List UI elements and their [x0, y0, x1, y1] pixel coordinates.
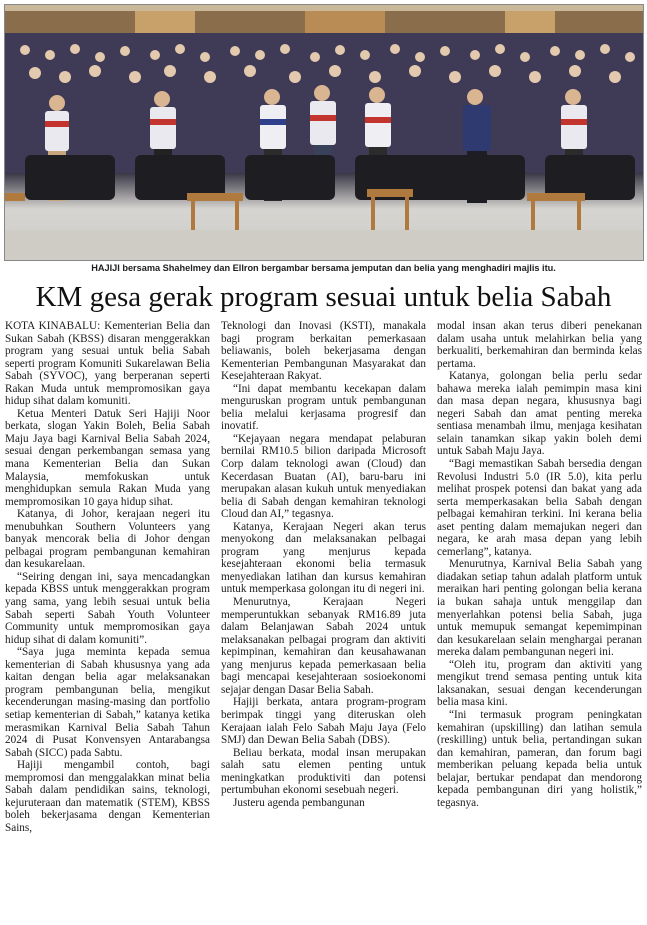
- article-paragraph: “Oleh itu, program dan aktiviti yang mengikut trend semasa penting untuk kita laksanakan, sesuai dengan kecenderungan belia masa kini.: [437, 658, 642, 709]
- article-paragraph: “Ini termasuk program peningkatan kemahiran (upskilling) dan latihan semula (reskilling) untuk belia, pertandingan sukan dan kemahiran, pameran, dan forum bagi memberikan peluang kepada belia untuk belajar, bertukar pendapat dan mendorong kepada pembangunan diri yang holistik,” tegasnya.: [437, 708, 642, 809]
- crowd-photo: [4, 4, 644, 261]
- article-paragraph: Hajiji berkata, antara program-program berimpak tinggi yang diteruskan oleh Kerajaan ialah Felo Sabah Maju Jaya (Felo SMJ) dan Dewan Belia Sabah (DBS).: [221, 696, 426, 747]
- article-paragraph: Katanya, di Johor, kerajaan negeri itu menubuhkan Southern Volunteers yang banyak mencorak belia di Johor dengan pelbagai program pembangunan kemahiran dan kesukarelaan.: [5, 508, 210, 571]
- article-paragraph: [5, 320, 210, 408]
- article-column-2: [221, 320, 426, 922]
- headline: KM gesa gerak program sesuai untuk belia Sabah: [35, 281, 612, 313]
- article-paragraph: “Ini dapat membantu kecekapan dalam menguruskan program untuk pembangunan belia melalui kerjasama progresif dan inovatif.: [221, 382, 426, 433]
- paragraph-text: Kementerian Belia dan Sukan Sabah (KBSS) disaran menggerakkan program yang sesuai untuk belia Sabah seperti program Komuniti Sukarelawan Belia Sabah (SYVOC), yang berperanan seperti Rakan Muda untuk mempromosikan gaya hidup sihat dalam komuniti.: [5, 320, 210, 408]
- crowd-photo-icon: [5, 5, 643, 260]
- article-body: [5, 320, 642, 922]
- article-paragraph: “Seiring dengan ini, saya mencadangkan kepada KBSS untuk menggerakkan program yang sama, yang lebih sesuai untuk belia Sabah seperti Sabah Youth Volunteer Community untuk mempromosikan gaya hidup sihat di dalam komuniti”.: [5, 570, 210, 646]
- article-column-1: [5, 320, 210, 922]
- article-paragraph: Justeru agenda pembangunan: [233, 796, 365, 809]
- article-paragraph: modal insan akan terus diberi penekanan dalam usaha untuk melahirkan belia yang berkualiti, berkemahiran dan berminda kelas pertama.: [437, 320, 642, 370]
- article-paragraph: Menurutnya, Karnival Belia Sabah yang diadakan setiap tahun adalah platform untuk meraikan hari penting golongan belia kerana ia bukan sahaja untuk menggilap dan menyerlahkan potensi belia Sabah, juga untuk memupuk semangat kepemimpinan dan kesukarelaan selain menghargai peranan mereka dalam pembangunan negeri ini.: [437, 558, 642, 659]
- article-paragraph: Menurutnya, Kerajaan Negeri memperuntukkan sebanyak RM16.89 juta dalam Belanjawan Sabah 2024 untuk melaksanakan pelbagai program dan aktiviti kepimpinan, kemahiran dan keusahawanan yang menjurus kepada pemerkasaan belia bagi mencapai kesejahteraan sosioekonomi sejajar dengan Dasar Belia Sabah.: [221, 596, 426, 696]
- article-paragraph: “Saya juga meminta kepada semua kementerian di Sabah khususnya yang ada kaitan dengan belia agar melaksanakan program pembangunan belia, mengikut kecenderungan masing-masing dan portfolio setiap kementerian di Sabah,” katanya ketika merasmikan Karnival Belia Sabah Tahun 2024 di Pusat Konvensyen Antarabangsa Sabah (SICC) pada Sabtu.: [5, 646, 210, 759]
- article-paragraph: Ketua Menteri Datuk Seri Hajiji Noor berkata, slogan Yakin Boleh, Belia Sabah Maju Jaya bagi Karnival Belia Sabah 2024, sesuai dengan perkembangan semasa yang mana Kementerian Belia dan Sukan Malaysia, memfokuskan untuk menghidupkan semula Rakan Muda yang mempromosikan 10 gaya hidup sihat.: [5, 407, 210, 508]
- dateline: KOTA KINABALU:: [5, 320, 101, 332]
- article-column-3: [437, 320, 642, 922]
- article-paragraph: Katanya, Kerajaan Negeri akan terus menyokong dan melaksanakan pelbagai program yang menjurus kepada kesejahteraan ekonomi belia termasuk menyediakan latihan dan kursus kemahiran untuk memperkasa golongan itu di negeri ini.: [221, 520, 426, 596]
- photo-caption: HAJIJI bersama Shahelmey dan Ellron bergambar bersama jemputan dan belia yang menghadiri majlis itu.: [91, 263, 556, 273]
- article-paragraph: Katanya, golongan belia perlu sedar bahawa mereka ialah pemimpin masa kini dan masa depan negara, khususnya bagi negeri Sabah dan amat penting mereka sentiasa menambah ilmu, menjaga kesihatan selain tanamkan sikap yakin boleh demi untuk Sabah Maju Jaya.: [437, 370, 642, 458]
- article-paragraph: Hajiji mengambil contoh, bagi mempromosi dan menggalakkan minat belia Sabah dalam pendidikan sains, teknologi, kejuruteraan dan matematik (STEM), KBSS boleh bekerjasama dengan Kementerian Sains,: [5, 759, 210, 834]
- article-paragraph: “Kejayaan negara mendapat pelaburan bernilai RM10.5 bilion daripada Microsoft Corp dalam teknologi awan (Cloud) dan Kecerdasan Buatan (AI), baru-baru ini merupakan alasan kukuh untuk menyediakan belia di Sabah dengan kemahiran teknologi Cloud dan AI,” tegasnya.: [221, 432, 426, 521]
- article-paragraph: Teknologi dan Inovasi (KSTI), manakala bagi program berkaitan pemerkasaan beliawanis, boleh bekerjasama dengan Kementerian Pembangunan Masyarakat dan Kesejahteraan Rakyat.: [221, 320, 426, 383]
- article-paragraph: Beliau berkata, modal insan merupakan salah satu elemen penting untuk meningkatkan produktiviti dan potensi pertumbuhan ekonomi sesebuah negeri.: [221, 746, 426, 797]
- article-paragraph: “Bagi memastikan Sabah bersedia dengan Revolusi Industri 5.0 (IR 5.0), kita perlu melihat prospek potensi dan bakat yang ada serta memperkasakan belia Sabah dengan pelbagai kemahiran terkini. Ini kerana belia aset penting dalam memajukan negeri dan negara, ke arah masa depan yang lebih cemerlang”, katanya.: [437, 458, 642, 558]
